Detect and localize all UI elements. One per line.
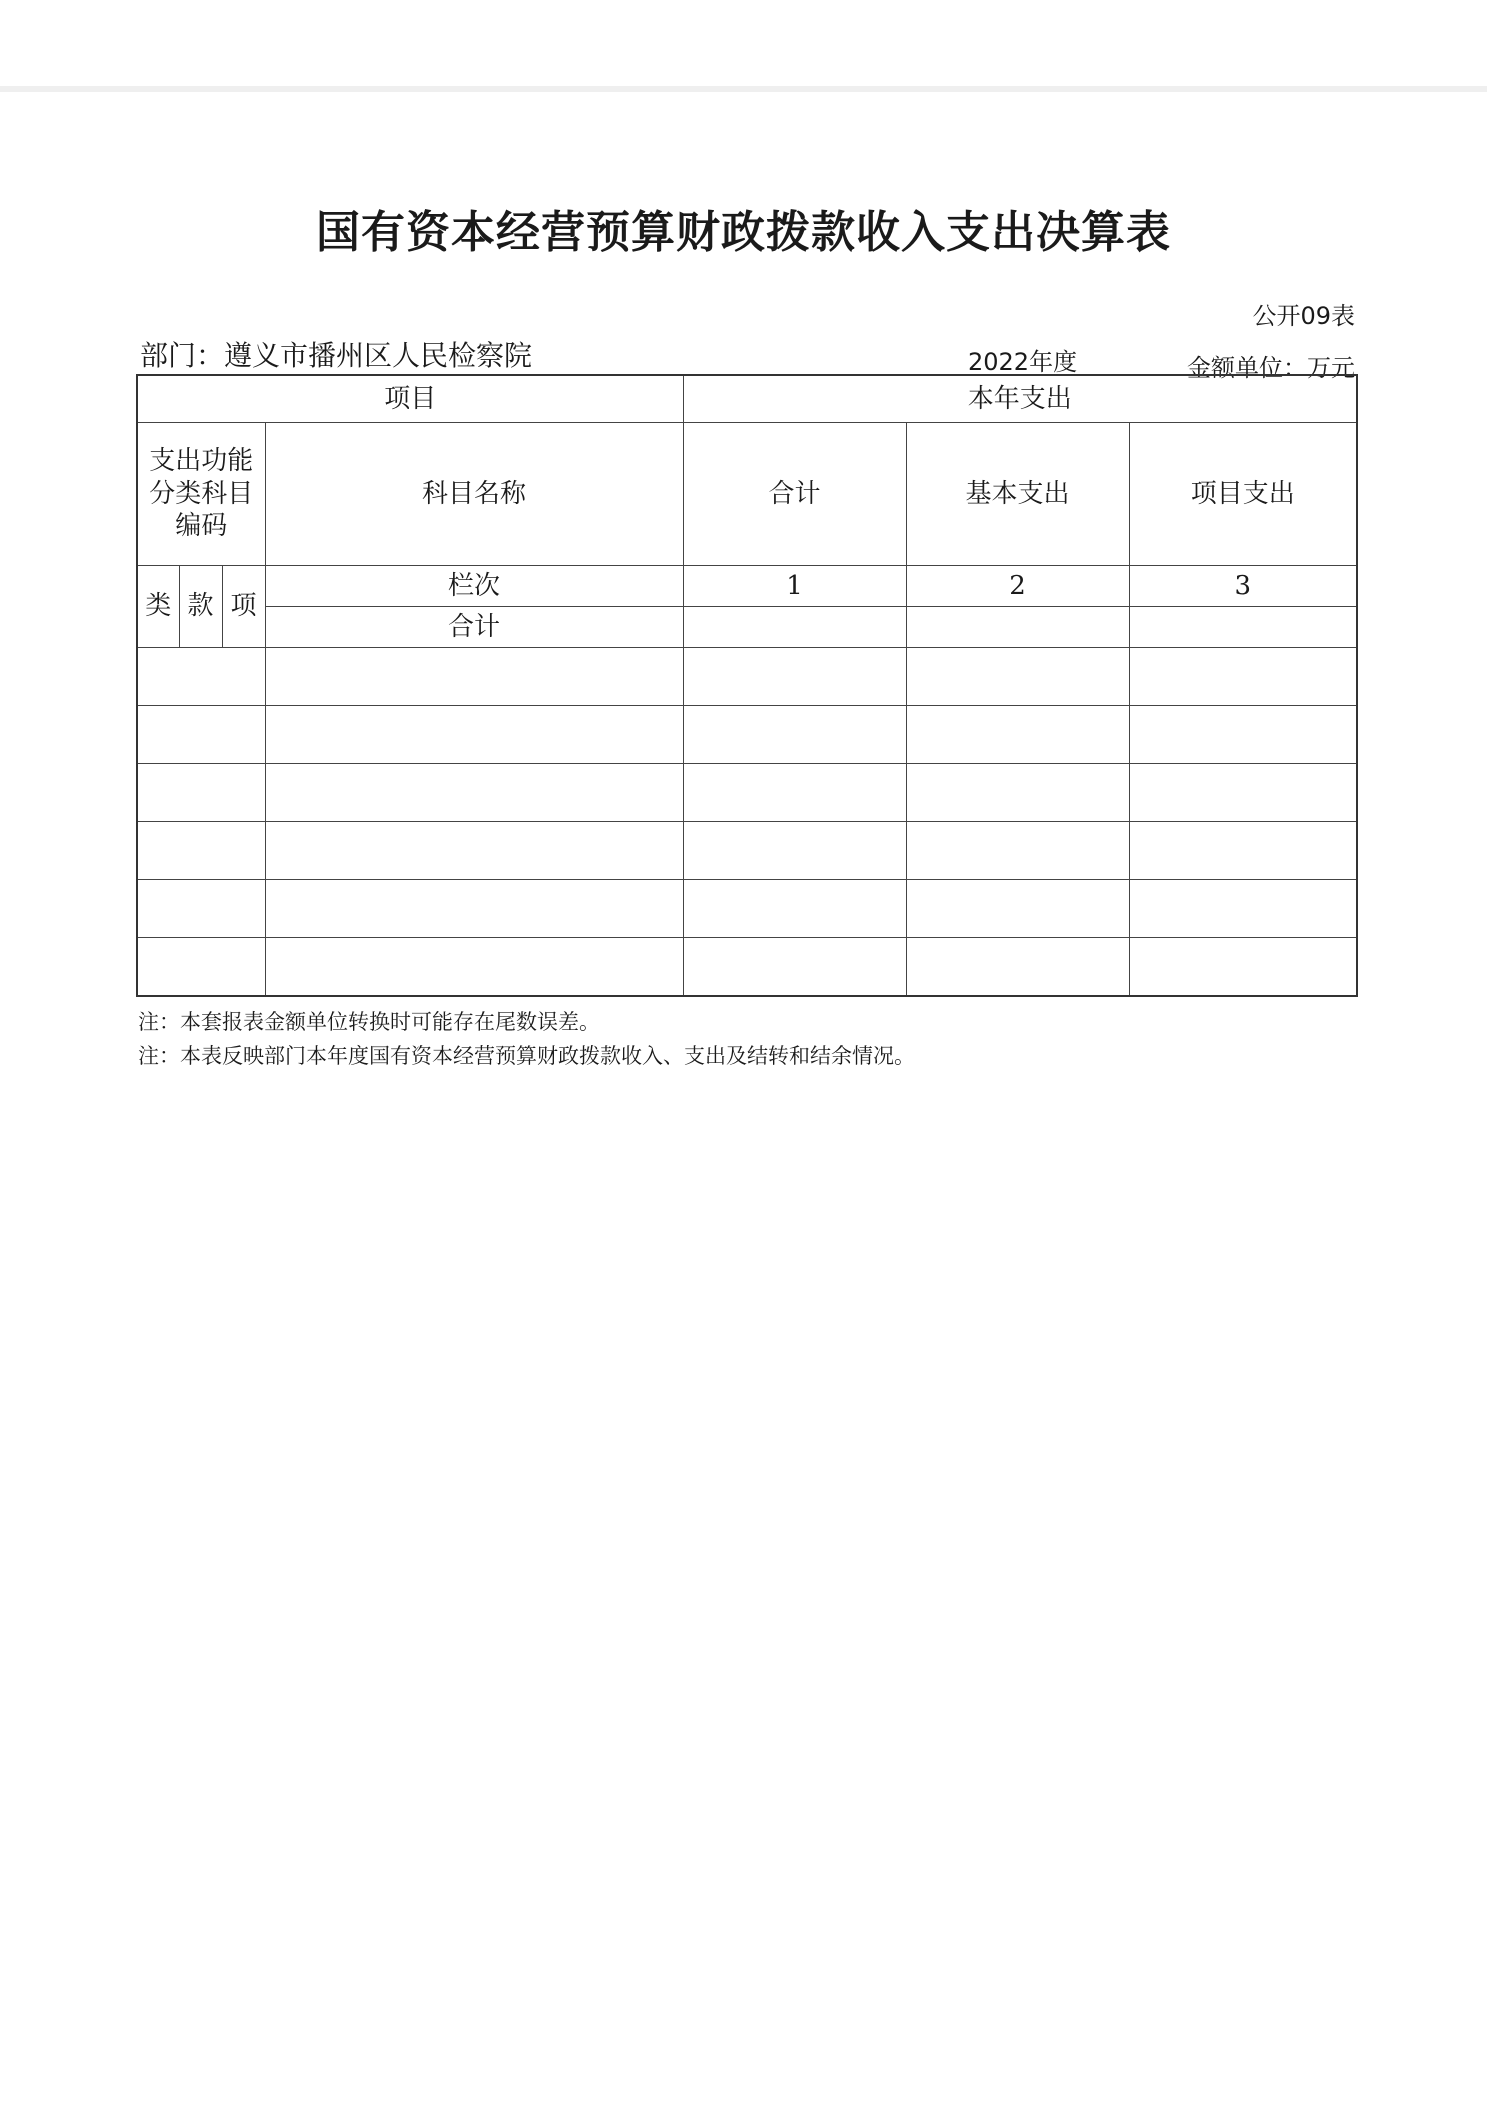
fiscal-year: 2022年度	[968, 348, 1078, 376]
project-cell	[1129, 706, 1357, 764]
footnote-scope: 注：本表反映部门本年度国有资本经营预算财政拨款收入、支出及结转和结余情况。	[138, 1044, 915, 1068]
basic-cell	[906, 880, 1129, 938]
code-cell	[137, 822, 265, 880]
code-lei: 类	[137, 566, 179, 648]
header-project: 项目	[137, 375, 683, 423]
code-cell	[137, 648, 265, 706]
table-row	[137, 822, 1357, 880]
subject-cell	[265, 706, 683, 764]
code-kuan: 款	[179, 566, 222, 648]
header-function-code	[137, 423, 265, 566]
column-number-3: 3	[1129, 566, 1357, 607]
footnote-rounding: 注：本套报表金额单位转换时可能存在尾数误差。	[138, 1010, 600, 1034]
basic-cell	[906, 938, 1129, 997]
total-basic-cell	[906, 607, 1129, 648]
total-cell	[683, 880, 906, 938]
table-row	[137, 706, 1357, 764]
total-cell	[683, 706, 906, 764]
project-cell	[1129, 764, 1357, 822]
amount-unit: 金额单位：万元	[1187, 354, 1355, 382]
table-row	[137, 764, 1357, 822]
project-cell	[1129, 938, 1357, 997]
basic-cell	[906, 822, 1129, 880]
subject-cell	[265, 938, 683, 997]
row-total-label: 合计	[265, 607, 683, 648]
column-number-2: 2	[906, 566, 1129, 607]
code-cell	[137, 938, 265, 997]
code-cell	[137, 880, 265, 938]
project-cell	[1129, 880, 1357, 938]
page-title: 国有资本经营预算财政拨款收入支出决算表	[316, 207, 1171, 258]
total-project-cell	[1129, 607, 1357, 648]
basic-cell	[906, 648, 1129, 706]
page-top-edge	[0, 86, 1487, 92]
form-number: 公开09表	[1252, 302, 1355, 330]
basic-cell	[906, 706, 1129, 764]
column-number-1: 1	[683, 566, 906, 607]
code-cell	[137, 764, 265, 822]
total-sum-cell	[683, 607, 906, 648]
department-label: 部门：遵义市播州区人民检察院	[140, 339, 533, 372]
subject-cell	[265, 822, 683, 880]
table-row	[137, 880, 1357, 938]
code-xiang: 项	[222, 566, 265, 648]
header-basic-expenditure: 基本支出	[906, 423, 1129, 566]
header-current-year-expenditure: 本年支出	[683, 375, 1357, 423]
subject-cell	[265, 880, 683, 938]
project-cell	[1129, 822, 1357, 880]
table-row	[137, 938, 1357, 997]
expenditure-table	[136, 374, 1358, 997]
header-project-expenditure: 项目支出	[1129, 423, 1357, 566]
total-cell	[683, 938, 906, 997]
row-column-label: 栏次	[265, 566, 683, 607]
header-function-code-text: 支出功能分类科目编码	[149, 446, 254, 542]
total-cell	[683, 764, 906, 822]
subject-cell	[265, 648, 683, 706]
project-cell	[1129, 648, 1357, 706]
header-subject-name: 科目名称	[265, 423, 683, 566]
total-cell	[683, 822, 906, 880]
header-total: 合计	[683, 423, 906, 566]
table-row	[137, 648, 1357, 706]
code-cell	[137, 706, 265, 764]
basic-cell	[906, 764, 1129, 822]
footnotes	[138, 1005, 915, 1073]
subject-cell	[265, 764, 683, 822]
total-cell	[683, 648, 906, 706]
